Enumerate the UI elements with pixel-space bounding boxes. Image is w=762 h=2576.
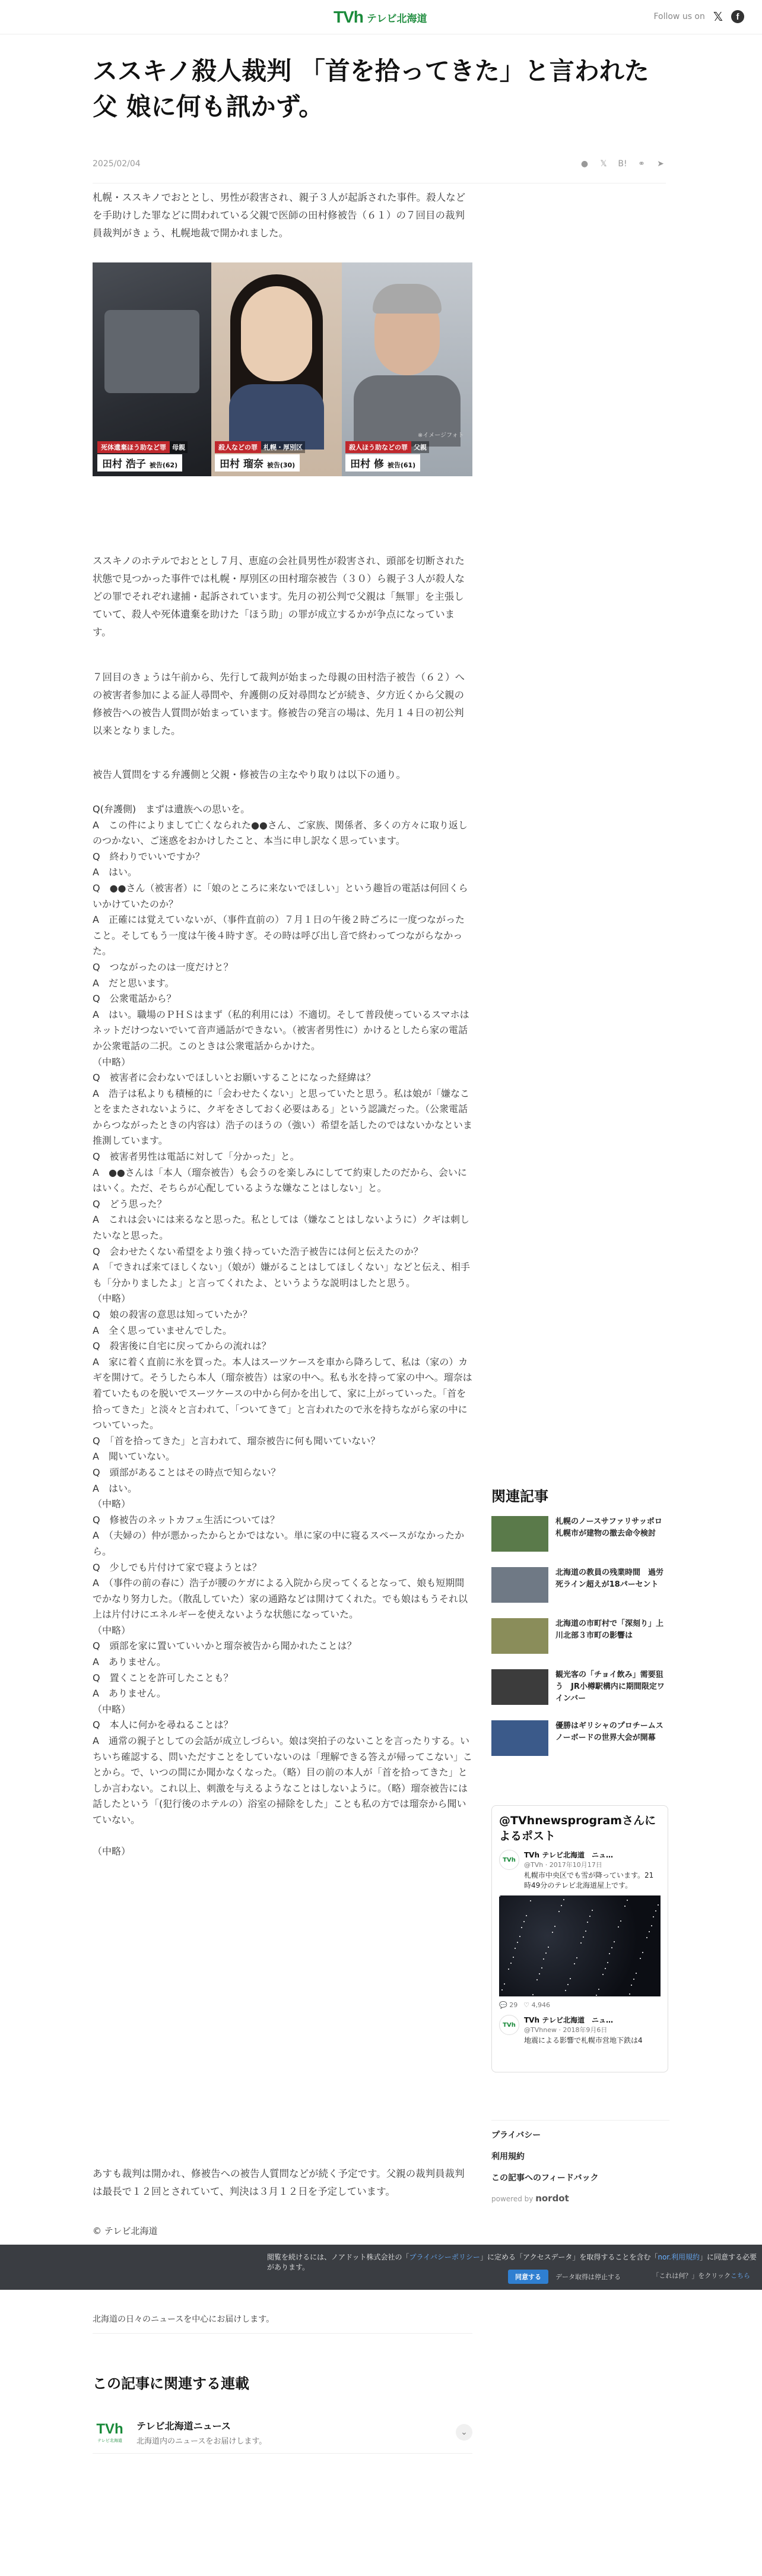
caption-name-text: 田村 修: [350, 458, 384, 470]
snow-dot: [558, 1911, 560, 1912]
related-heading: 関連記事: [491, 1488, 548, 1505]
qa-line: （中略）: [93, 1498, 131, 1510]
tweet-handle: @TVhnew · 2018年9月6日: [524, 2026, 608, 2034]
article-paragraph: 被告人質問をする弁護側と父親・修被告の主なやり取りは以下の通り。: [93, 769, 406, 780]
tweet-image[interactable]: [499, 1895, 661, 1996]
snow-dot: [532, 1994, 534, 1995]
qa-line: A 浩子は私よりも積極的に「会わせたくない」と思っていたと思う。私は娘が「嫌なことをまたされないように、クギをさしておく必要はある」という認識だった。（公衆電話からつながったときの内容は）浩子のほうの（強い）希望を話したのではないかなといま推測しています。: [93, 1087, 472, 1147]
caption-name-text: 田村 瑠奈: [220, 458, 263, 470]
related-title: 北海道の教員の残業時間 過労死ライン超えが18パーセント: [555, 1568, 664, 1589]
related-thumbnail: [491, 1516, 548, 1552]
qa-line: Q 被害者に会わないでほしいとお願いすることになった経緯は？: [93, 1072, 376, 1084]
caption-name-text: 田村 浩子: [102, 458, 146, 470]
snow-dot: [598, 1989, 599, 1990]
qa-line: A ありません。: [93, 1688, 166, 1700]
snow-dot: [561, 1905, 562, 1906]
snow-dot: [624, 1906, 626, 1907]
related-item[interactable]: [491, 1669, 669, 1711]
snow-dot: [567, 1984, 569, 1985]
qa-line: A （事件の前の春に）浩子が腰のケガによる入院から戻ってくるとなって、娘も短期間でかなり努力した。（散乱していた）家の通路などは開けてくれた。でも娘はもうそれ以上は片付けにエネルギーを使えないような状態になっていた。: [93, 1577, 468, 1621]
related-item[interactable]: [491, 1567, 669, 1609]
series-logo-mark: TVh: [96, 2420, 123, 2437]
snow-dot: [596, 1995, 597, 1996]
qa-line: A はい。職場のＰＨＳはまず（私的利用には）不適切。そして普段使っているスマホはネットだけつないでいて音声通話ができない。（被害者男性に）かけるとしたら家の電話か公衆電話の二択。このときは公衆電話からかけた。: [93, 1008, 469, 1052]
series-description: 北海道内のニュースをお届けします。: [136, 2436, 267, 2446]
snow-dot: [614, 1941, 615, 1942]
caption-charge: 殺人などの罪: [215, 441, 261, 453]
qa-line: A だと思います。: [93, 977, 174, 989]
snow-dot: [499, 1895, 500, 1897]
snow-dot: [651, 1925, 652, 1926]
program-description: 北海道の日々のニュースを中心にお届けします。: [93, 2313, 472, 2334]
snow-dot: [642, 1952, 643, 1953]
qa-line: A 家に着く直前に氷を買った。本人はスーツケースを車から降ろして、私は（家の）カギを開けて。そうしたら本人（瑠奈被告）は家の中へ。私も氷を持って家の中へ。瑠奈は着ていたものを脱いでスーツケースの中から何かを出して、家に上がっていった。「首を拾ってきた」と淡々と言われて、「ついてきて」と言われたので氷を持ちながら家の中についていった。: [93, 1356, 472, 1431]
snow-dot: [583, 1936, 584, 1938]
powered-by-label: powered by: [491, 2195, 534, 2203]
article-photo: [93, 262, 472, 476]
article-meta: [93, 157, 666, 171]
powered-brand: nordot: [535, 2193, 569, 2204]
qa-line: Q 本人に何かを尋ねることは？: [93, 1719, 233, 1731]
snow-dot: [633, 1979, 634, 1980]
related-item[interactable]: [491, 1618, 669, 1660]
avatar: TVh: [499, 1850, 519, 1870]
snow-dot: [523, 1921, 525, 1922]
qa-line: A （夫婦の）仲が悪かったからとかではない。単に家の中に寝るスペースがなかったから。: [93, 1530, 465, 1557]
snow-dot: [574, 1963, 575, 1964]
snow-dot: [607, 1962, 608, 1963]
snow-dot: [563, 1899, 564, 1900]
qa-line: Q 公衆電話から？: [93, 993, 176, 1005]
snow-dot: [536, 1979, 538, 1980]
reply-count[interactable]: 💬 29: [499, 2001, 518, 2009]
privacy-link[interactable]: プライバシー: [491, 2131, 541, 2140]
related-list: [491, 1516, 669, 1762]
qa-line: Q(弁護側) まずは遺族への思いを。: [93, 803, 250, 815]
photo-face: [241, 286, 312, 381]
caption-role: 父親: [411, 441, 429, 453]
snow-dot: [631, 1985, 632, 1986]
snow-dot: [618, 1926, 619, 1928]
qa-line: Q 終わりでいいですか？: [93, 850, 205, 862]
like-count[interactable]: ♡ 4,946: [523, 2001, 551, 2009]
article-title: ススキノ殺人裁判 「首を拾ってきた」と言われた父 娘に何も訊かず。: [93, 56, 649, 121]
series-card[interactable]: [93, 2411, 472, 2454]
article-paragraph: ススキノのホテルでおととし７月、恵庭の会社員男性が殺害され、頭部を切断された状態で見つかった事件では札幌・厚別区の田村瑠奈被告（３０）ら親子３人が殺人などの罪でそれぞれ逮捕・起訴されています。先月の初公判で父親は「無罪」を主張していて、殺人や死体遺棄を助けた「ほう助」の罪が成立するかが争点になっています。: [93, 555, 465, 638]
qa-line: A 正確には覚えていないが、（事件直前の）７月１日の午後２時ごろに一度つながったこと。そしてもう一度は午後４時すぎ。その時は呼び出し音で終わってつながらなかった。: [93, 914, 465, 957]
photo-source-note: ※イメージフォト: [418, 432, 464, 439]
x-share-icon[interactable]: 𝕏: [600, 159, 607, 169]
related-title: 北海道の市町村で「深刻り」上川北部３市町の影響は: [555, 1619, 664, 1640]
cookie-text-part: 」に同意する必要があります。: [267, 2253, 757, 2271]
follow-links: [653, 10, 744, 24]
logo-text: テレビ北海道: [366, 12, 427, 25]
powered-by[interactable]: [491, 2193, 669, 2204]
snow-dot: [504, 1983, 505, 1985]
snow-dot: [646, 1937, 647, 1938]
related-title: 優勝はギリシャのプロチームスノーボードの世界大会が開幕: [555, 1721, 663, 1742]
facebook-share-icon[interactable]: ●: [580, 159, 589, 169]
snow-dot: [627, 1900, 628, 1901]
article-paragraph: ７回目のきょうは午前から、先行して裁判が始まった母親の田村浩子被告（６２）への被害者参加による証人尋問や、弁護側の反対尋問などが続き、夕方近くから父親の修被告への被告人質問が始まっています。修被告の発言の場は、先月１４日の初公判以来となりました。: [93, 672, 465, 736]
snow-dot: [519, 1936, 520, 1937]
snow-dot: [530, 1900, 531, 1901]
snow-dot: [565, 1990, 566, 1991]
caption-name: [97, 454, 182, 471]
qa-line: A はい。: [93, 866, 137, 878]
article-closing: あすも裁判は開かれ、修被告への被告人質問などが続く予定です。父親の裁判員裁判は最長で１２回とされていて、判決は３月１２日を予定しています。: [93, 2168, 465, 2197]
tweet-author: TVh テレビ北海道 ニュ…: [524, 1851, 613, 1859]
feedback-link[interactable]: この記事へのフィードバック: [491, 2173, 599, 2183]
snow-dot: [580, 1942, 582, 1944]
snow-dot: [653, 1916, 654, 1917]
related-title: 札幌のノースサファリサッポロ 札幌市が建物の撤去命令検討: [555, 1517, 662, 1538]
caption-name: [345, 454, 420, 471]
qa-line: Q 娘の殺害の意思は知っていたか？: [93, 1309, 252, 1320]
related-thumbnail: [491, 1567, 548, 1603]
qa-line: （中略）: [93, 1846, 131, 1857]
qa-line: Q つながったのは一度だけと？: [93, 961, 233, 973]
series-heading: この記事に関連する連載: [93, 2375, 249, 2392]
qa-line: Q 「首を拾ってきた」と言われて、瑠奈被告に何も聞いていない？: [93, 1435, 380, 1447]
snow-dot: [629, 1993, 630, 1995]
qa-line: [93, 1828, 472, 1844]
caption-name: [215, 454, 300, 471]
snow-dot: [541, 1967, 542, 1969]
snow-dot: [611, 1947, 612, 1948]
snow-dot: [655, 1910, 656, 1912]
facebook-icon[interactable]: f: [731, 10, 744, 23]
tweet-author: TVh テレビ北海道 ニュ…: [524, 2016, 613, 2024]
snow-dot: [640, 1958, 641, 1959]
agree-button[interactable]: 同意する: [508, 2270, 548, 2284]
tweet-text: 札幌市中央区でも雪が降っています。21時49分のテレビ北海道屋上です。: [524, 1871, 654, 1890]
snow-dot: [501, 1989, 503, 1990]
cookie-text-part: 」に定める「アクセスデータ」を取得することを含む「: [480, 2253, 658, 2261]
qa-line: Q 殺害後に自宅に戻ってからの流れは？: [93, 1340, 271, 1352]
qa-line: Q 被害者男性は電話に対して「分かった」と。: [93, 1151, 300, 1163]
snow-dot: [508, 1969, 509, 1970]
article-date: 2025/02/04: [93, 159, 141, 169]
tweet-content: [524, 1850, 661, 1891]
qa-line: A はい。: [93, 1482, 137, 1494]
tweet-text: 地震による影響で札幌市営地下鉄は4: [524, 2036, 643, 2045]
qa-line: A この件によりまして亡くなられた●●さん、ご家族、関係者、多くの方々に取り返しのつかない、ご迷惑をおかけしたこと、本当に申し訳なく思っています。: [93, 819, 468, 847]
qa-line: A ●●さんは「本人（瑠奈被告）も会うのを楽しみにしてて約束したのだから、会いにはいく。ただ、そちらが心配しているような嫌なことはしない」と。: [93, 1166, 467, 1194]
related-item[interactable]: [491, 1516, 669, 1558]
qa-line: （中略）: [93, 1293, 131, 1305]
snow-dot: [570, 1978, 571, 1979]
qa-line: Q 修被告のネットカフェ生活については？: [93, 1514, 280, 1526]
cookie-help-link[interactable]: こちら: [731, 2272, 750, 2280]
snow-dot: [587, 1922, 588, 1923]
reply-count-value: 29: [509, 2001, 518, 2009]
qa-line: A 「できれば来てほしくない」（娘が）嫌がることはしてほしくない」などと伝え、相手も「分かりましたよ」と言ってくれたよ、というような説明はしたと思う。: [93, 1261, 470, 1289]
related-thumbnail: [491, 1720, 548, 1756]
photo-caption: [97, 441, 188, 470]
follow-label: Follow us on: [653, 12, 705, 21]
snow-dot: [526, 1915, 527, 1916]
send-share-icon[interactable]: ➤: [657, 159, 664, 169]
qa-line: A これは会いには来るなと思った。私としては（嫌なことはしないように）クギは刺したいなと思った。: [93, 1214, 469, 1242]
snow-dot: [521, 1927, 522, 1928]
cookie-banner: [0, 2245, 762, 2290]
sidebar-related: [491, 1485, 669, 1771]
qa-line: A 聞いていない。: [93, 1451, 175, 1463]
stop-data-button[interactable]: データ取得は停止する: [555, 2273, 621, 2281]
snow-dot: [515, 1948, 516, 1949]
snow-dot: [620, 1920, 621, 1922]
snow-dot: [609, 1953, 610, 1954]
qa-line: Q 会わせたくない希望をより強く持っていた浩子被告には何と伝えたのか？: [93, 1245, 423, 1257]
snow-dot: [658, 1904, 659, 1906]
terms-link[interactable]: nor.利用規約: [658, 2253, 700, 2261]
caption-charge: 殺人ほう助などの罪: [345, 441, 411, 453]
share-bar: [579, 159, 666, 169]
article-copyright: © テレビ北海道: [93, 2226, 158, 2236]
snow-dot: [552, 1932, 553, 1933]
x-icon[interactable]: 𝕏: [713, 10, 723, 24]
terms-link[interactable]: 利用規約: [491, 2152, 525, 2162]
series-name: テレビ北海道ニュース: [136, 2420, 231, 2432]
site-logo[interactable]: [334, 7, 427, 27]
related-thumbnail: [491, 1669, 548, 1705]
snow-dot: [576, 1957, 577, 1958]
caption-charge: 死体遺棄ほう助など罪: [97, 441, 170, 453]
photo-caption: [215, 441, 305, 470]
chevron-down-icon[interactable]: ⌄: [456, 2424, 472, 2441]
cookie-help-text: 「これは何？」をクリック: [652, 2272, 731, 2280]
avatar: TVh: [499, 2015, 519, 2035]
cookie-help: [652, 2271, 750, 2280]
snow-dot: [592, 1910, 593, 1911]
tweet[interactable]: [499, 1850, 661, 1891]
qa-line: （中略）: [93, 1624, 131, 1636]
snow-dot: [602, 1974, 604, 1975]
qa-line: Q 少しでも片付けて家で寝ようとは？: [93, 1561, 262, 1573]
qa-line: A 通常の親子としての会話が成立しづらい。娘は突拍子のないことを言ったりする。いちいち確認する、問いただすことをしていないのは「理解できる答えが帰ってこない」ことから。で、いつの間にか聞かなくなった。（略）目の前の本人が「首を拾ってきた」としか言わない。これ以上、刺激を与えるようなことはしないように。（略）瑠奈被告には話したという「(犯行後のホテルの）浴室の掃除をした」ことも私の方では瑠奈から聞いていない。: [93, 1735, 473, 1825]
snow-dot: [554, 1926, 555, 1927]
qa-line: （中略）: [93, 1703, 131, 1715]
snow-dot: [548, 1947, 549, 1948]
tweet[interactable]: [499, 2015, 661, 2046]
embed-title: @TVhnewsprogramさんによるポスト: [499, 1814, 656, 1843]
snow-dot: [513, 1957, 514, 1958]
site-header: [0, 0, 762, 34]
snow-dot: [545, 1952, 547, 1954]
tweet-content: [524, 2015, 643, 2046]
qa-line: Q どう思った？: [93, 1198, 167, 1210]
caption-suffix: 被告(61): [387, 461, 416, 469]
qa-line: A 全く思っていませんでした。: [93, 1324, 232, 1336]
snow-dot: [636, 1973, 637, 1974]
privacy-policy-link[interactable]: プライバシーポリシー: [409, 2253, 480, 2261]
sidebar-links: [491, 2120, 669, 2204]
photo-vehicle: [104, 310, 199, 393]
qa-line: Q 頭部を家に置いていいかと瑠奈被告から聞かれたことは？: [93, 1640, 357, 1652]
caption-role: 札幌・厚別区: [261, 441, 305, 453]
link-share-icon[interactable]: ⚭: [638, 159, 645, 169]
caption-suffix: 被告(30): [266, 461, 296, 469]
logo-mark: TVh: [334, 8, 363, 26]
series-logo: [93, 2419, 127, 2446]
series-logo-sub: テレビ北海道: [97, 2438, 122, 2443]
tweet-actions: [499, 2001, 661, 2009]
twitter-embed: [491, 1805, 668, 2072]
series-info: [136, 2419, 266, 2446]
qa-line: A ありません。: [93, 1656, 166, 1668]
qa-line: Q ●●さん（被害者）に「娘のところに来ないでほしい」という趣旨の電話は何回くらいかけていたのか？: [93, 882, 468, 910]
caption-role: 母親: [170, 441, 188, 453]
qa-line: Q 置くことを許可したことも？: [93, 1672, 233, 1683]
qa-line: （中略）: [93, 1056, 131, 1068]
related-title: 観光客の「チョイ飲み」需要狙う JR小樽駅構内に期間限定ワインバー: [555, 1670, 665, 1703]
photo-hair: [373, 284, 442, 314]
qa-transcript: [93, 802, 472, 1860]
snow-dot: [510, 1963, 512, 1964]
cookie-buttons: [508, 2270, 621, 2284]
hatena-share-icon[interactable]: B!: [618, 159, 627, 169]
snow-dot: [605, 1968, 606, 1969]
article-lead: 札幌・ススキノでおととし、男性が殺害され、親子３人が起訴された事件。殺人などを手助けした罪などに問われている父親で医師の田村修被告（６１）の７回目の裁判員裁判がきょう、札幌地裁で開かれました。: [93, 192, 466, 239]
cookie-text-part: 閲覧を続けるには、ノアドット株式会社の「: [267, 2253, 409, 2261]
snow-dot: [649, 1931, 650, 1932]
qa-line: Q 頭部があることはその時点で知らない？: [93, 1466, 281, 1478]
snow-dot: [589, 1916, 590, 1917]
like-count-value: 4,946: [531, 2001, 551, 2009]
related-thumbnail: [491, 1618, 548, 1654]
related-item[interactable]: [491, 1720, 669, 1762]
snow-dot: [585, 1931, 586, 1932]
caption-suffix: 被告(62): [149, 461, 178, 469]
photo-caption: [345, 441, 429, 470]
cookie-text: [267, 2252, 762, 2272]
photo-body: [229, 384, 324, 450]
snow-dot: [539, 1973, 540, 1974]
snow-dot: [543, 1958, 544, 1960]
tweet-handle: @TVh · 2017年10月17日: [524, 1861, 602, 1869]
snow-dot: [517, 1942, 518, 1943]
